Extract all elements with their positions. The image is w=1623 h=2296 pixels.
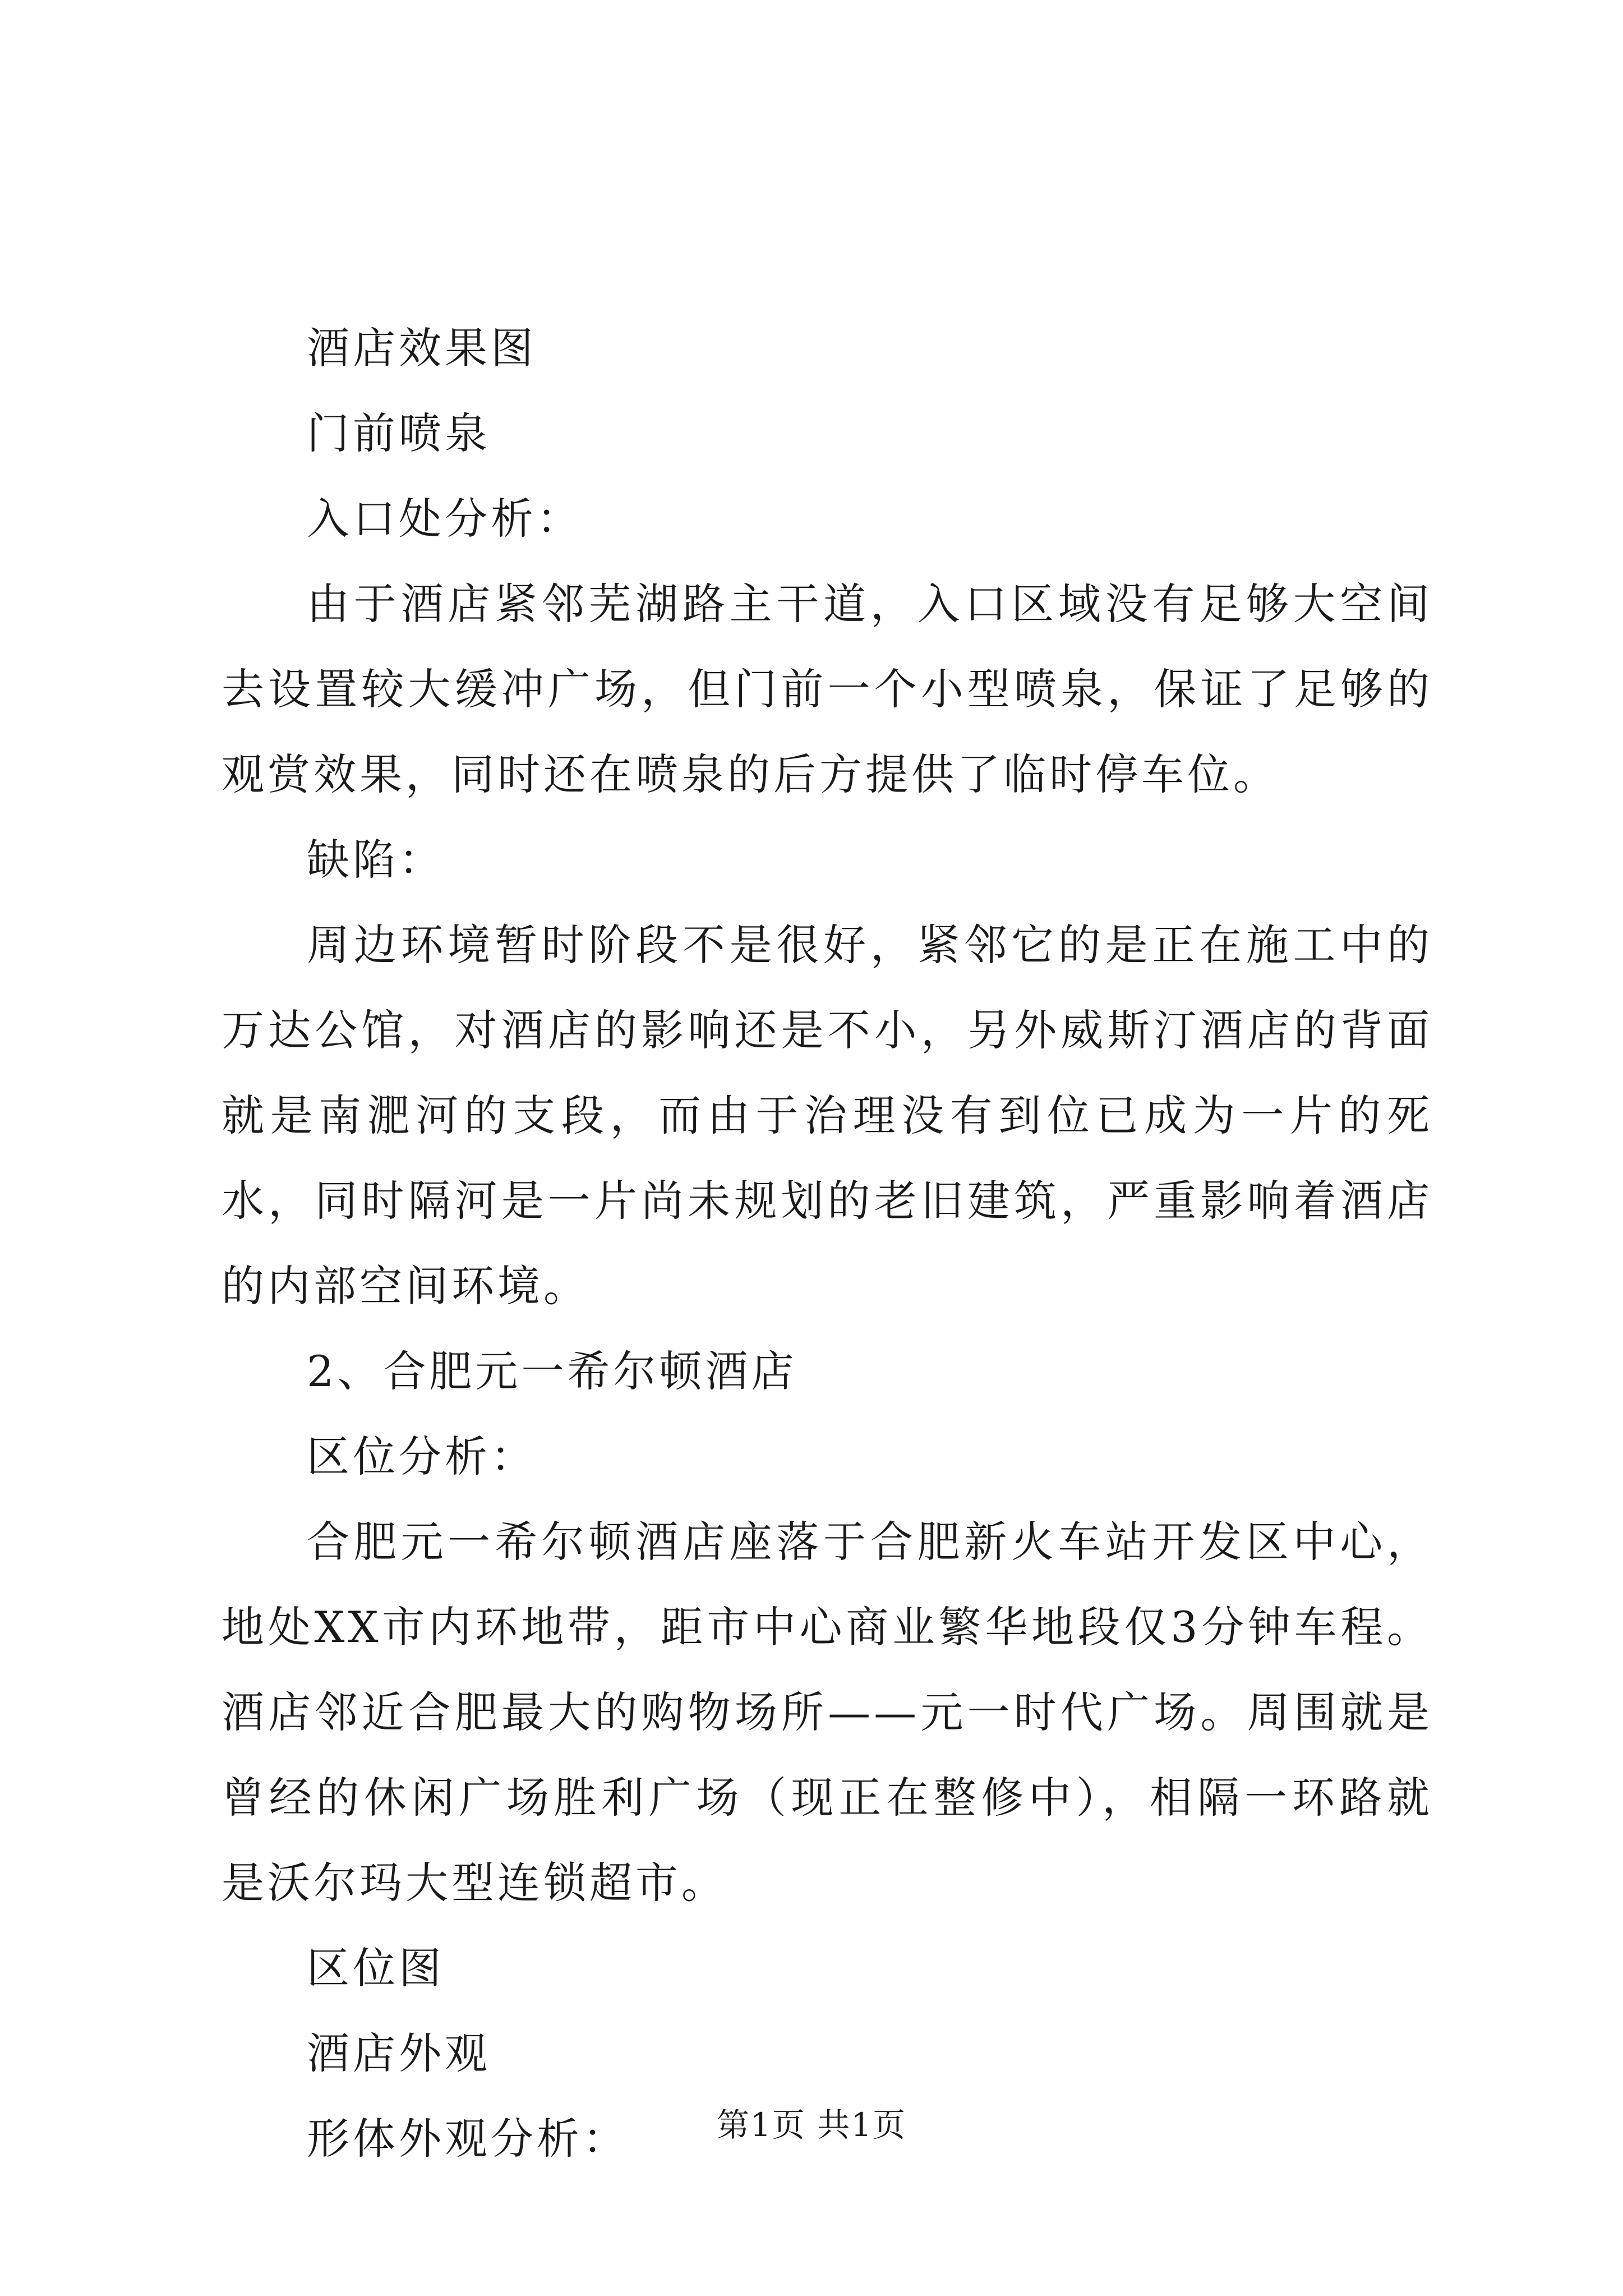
heading-location-analysis: 区位分析： xyxy=(307,1432,537,1481)
paragraph-entrance-analysis: 由于酒店紧邻芜湖路主干道，入口区域没有足够大空间去设置较大缓冲广场，但门前一个小型喷泉，保证了足够的观赏效果，同时还在喷泉的后方提供了临时停车位。 xyxy=(222,579,1433,799)
document-body xyxy=(222,306,1433,2182)
caption-hotel-rendering: 酒店效果图 xyxy=(307,323,537,373)
heading-hilton-hotel: 2、合肥元一希尔顿酒店 xyxy=(307,1346,797,1396)
caption-front-fountain: 门前喷泉 xyxy=(307,408,491,458)
caption-hotel-exterior: 酒店外观 xyxy=(307,2028,491,2078)
paragraph-defects: 周边环境暂时阶段不是很好，紧邻它的是正在施工中的万达公馆，对酒店的影响还是不小，另外威斯汀酒店的背面就是南淝河的支段，而由于治理没有到位已成为一片的死水，同时隔河是一片尚未规划的老旧建筑，严重影响着酒店的内部空间环境。 xyxy=(222,920,1433,1311)
page-number-footer: 第1页 共1页 xyxy=(716,2106,907,2144)
heading-entrance-analysis: 入口处分析： xyxy=(307,494,583,544)
heading-form-analysis: 形体外观分析： xyxy=(307,2114,629,2164)
heading-defects: 缺陷： xyxy=(307,835,445,885)
paragraph-location-analysis: 合肥元一希尔顿酒店座落于合肥新火车站开发区中心，地处XX市内环地带，距市中心商业繁华地段仅3分钟车程。酒店邻近合肥最大的购物场所——元一时代广场。周围就是曾经的休闲广场胜利广场（现正在整修中），相隔一环路就是沃尔玛大型连锁超市。 xyxy=(222,1517,1433,1908)
caption-location-map: 区位图 xyxy=(307,1943,445,1993)
